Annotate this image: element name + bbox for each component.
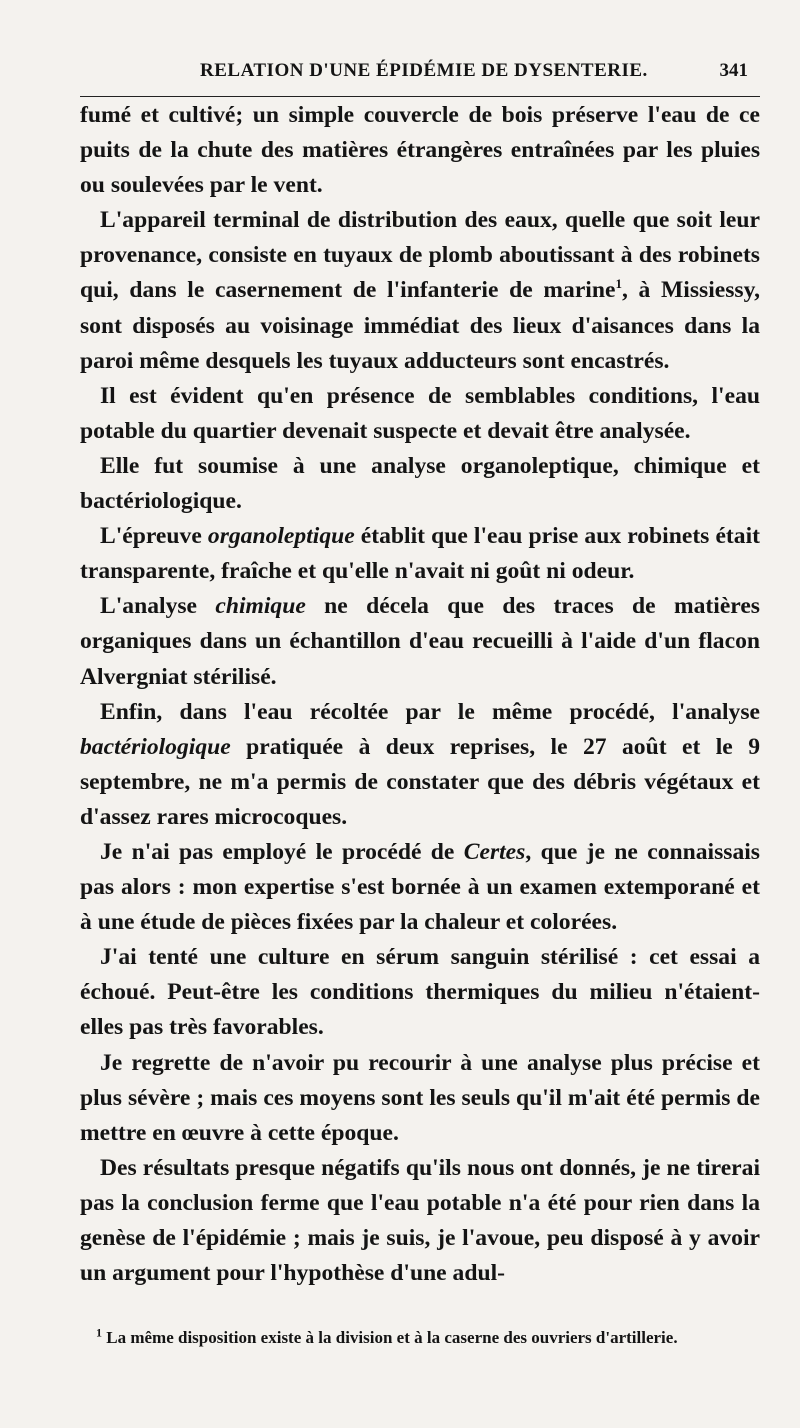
paragraph-5-text-b: établit que l'eau prise aux robinets était transparente, fraîche et qu'elle n'avait ni goût ni odeur. <box>80 523 760 585</box>
paragraph-11: Des résultats presque négatifs qu'ils nous ont donnés, je ne tirerai pas la conclusion ferme que l'eau potable n'a été pour rien dans la genèse de l'épidémie ; mais je suis, je l'avoue, peu disposé à y avoir un argument pour l'hypothèse d'une adul- <box>80 1154 760 1287</box>
paragraph-1: fumé et cultivé; un simple couvercle de bois préserve l'eau de ce puits de la chute des matières étrangères entraînées par les pluies ou soulevées par le vent. <box>80 102 760 199</box>
running-title: RELATION D'UNE ÉPIDÉMIE DE DYSENTERIE. <box>200 60 648 81</box>
paragraph-7-text-a: Enfin, dans l'eau récoltée par le même procédé, l'analyse <box>100 698 760 725</box>
paragraph-5-emphasis: organoleptique <box>207 523 355 550</box>
paragraph-6-emphasis: chimique <box>215 593 306 620</box>
paragraph-5-text-a: L'épreuve <box>100 523 208 550</box>
paragraph-2 <box>80 203 760 378</box>
paragraph-2-text-a: L'appareil terminal de distribution des eaux, quelle que soit leur provenance, consiste en tuyaux de plomb aboutissant à des robinets qui, dans le casernement de l'infanterie de marine <box>80 207 760 304</box>
paragraph-8-emphasis: Certes <box>463 838 526 865</box>
footnotes <box>80 1326 760 1350</box>
paragraph-6 <box>80 589 760 694</box>
footnote-1 <box>80 1326 760 1350</box>
paragraph-7-emphasis: bactériologique <box>80 733 231 760</box>
page-header <box>80 56 760 97</box>
paragraph-10: Je regrette de n'avoir pu recourir à une analyse plus précise et plus sévère ; mais ces moyens sont les seuls qu'il m'ait été permis de mettre en œuvre à cette époque. <box>80 1049 760 1146</box>
paragraph-7-text-b: pratiquée à deux reprises, le 27 août et le 9 septembre, ne m'a permis de constater que des débris végétaux et d'assez rares microcoques. <box>80 733 760 830</box>
paragraph-6-text-a: L'analyse <box>100 593 216 620</box>
paragraph-8-text-b: , que je ne connaissais pas alors : mon expertise s'est bornée à un examen extemporané et à une étude de pièces fixées par la chaleur et colorées. <box>80 838 760 936</box>
paragraph-3: Il est évident qu'en présence de semblables conditions, l'eau potable du quartier devenait suspecte et devait être analysée. <box>80 382 760 444</box>
paragraph-9: J'ai tenté une culture en sérum sanguin stérilisé : cet essai a échoué. Peut-être les conditions thermiques du milieu n'étaient-elles pas très favorables. <box>80 944 760 1041</box>
paragraph-7 <box>80 695 760 835</box>
paragraph-8 <box>80 835 760 940</box>
paragraph-2-text-b: , à Missiessy, sont disposés au voisinage immédiat des lieux d'aisances dans la paroi même desquels les tuyaux adducteurs sont encastrés. <box>80 277 760 374</box>
footnote-mark: 1 <box>96 1325 102 1340</box>
paragraph-4: Elle fut soumise à une analyse organoleptique, chimique et bactériologique. <box>80 452 760 515</box>
page-number: 341 <box>719 60 748 81</box>
paragraph-5 <box>80 519 760 589</box>
paragraph-8-text-a: Je n'ai pas employé le procédé de <box>100 838 464 865</box>
paragraph-6-text-b: ne décela que des traces de matières organiques dans un échantillon d'eau recueilli à l'aide d'un flacon Alvergniat stérilisé. <box>80 593 760 690</box>
footnote-reference: 1 <box>615 276 622 292</box>
footnote-text: La même disposition existe à la division et à la caserne des ouvriers d'artillerie. <box>106 1328 678 1347</box>
body-text <box>80 98 760 1291</box>
